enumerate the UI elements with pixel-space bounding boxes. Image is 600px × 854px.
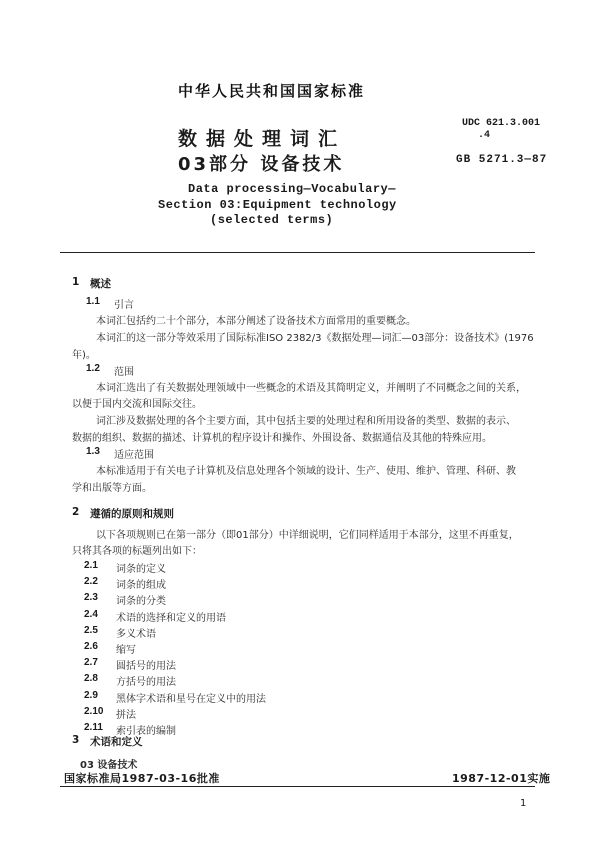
section-1-2-paragraph-2-line2: 数据的组织、数据的描述、计算机的程序设计和操作、外围设备、数据通信及其他的特殊应用。 — [72, 433, 492, 444]
section-1-title: 概述 — [90, 278, 111, 290]
section-1-3-title: 适应范围 — [114, 450, 154, 461]
rule-title: 缩写 — [116, 645, 136, 656]
section-2-paragraph-line2: 只将其各项的标题列出如下： — [72, 546, 202, 557]
section-1-2-paragraph-2-line1: 词汇涉及数据处理的各个主要方面，其中包括主要的处理过程和所用设备的类型、数据的表示、 — [96, 416, 516, 427]
rule-number: 2.9 — [84, 689, 98, 701]
section-1-2-number: 1.2 — [86, 363, 100, 374]
section-1-3-number: 1.3 — [86, 446, 100, 457]
section-1-1-paragraph-1: 本词汇包括约二十个部分，本部分阐述了设备技术方面常用的重要概念。 — [96, 316, 416, 327]
rule-title: 方括号的用法 — [116, 677, 176, 689]
rule-number: 2.1 — [84, 560, 98, 571]
standard-name: 中华人民共和国国家标准 — [178, 82, 366, 100]
rule-title: 术语的选择和定义的用语 — [116, 612, 226, 624]
title-english-line3: (selected terms) — [210, 213, 334, 227]
section-3-title: 术语和定义 — [90, 736, 143, 748]
udc-code: UDC 621.3.001 — [462, 118, 541, 129]
title-english-line1: Data processing—Vocabulary— — [188, 182, 396, 196]
title-chinese-line1: 数据处理词汇 — [178, 128, 347, 150]
section-2-paragraph-line1: 以下各项规则已在第一部分（即01部分）中详细说明，它们同样适用于本部分，这里不再重复， — [96, 530, 519, 541]
section-2-title: 遵循的原则和规则 — [90, 508, 174, 520]
approval-date: 国家标准局1987-03-16批准 — [64, 772, 220, 785]
rule-title: 拼法 — [116, 709, 136, 721]
section-1-3-paragraph-line2: 学和出版等方面。 — [72, 483, 152, 494]
rule-number: 2.8 — [84, 673, 98, 685]
rule-number: 2.6 — [84, 641, 98, 652]
rule-number: 2.10 — [84, 705, 104, 717]
gb-number: GB 5271.3—87 — [456, 154, 548, 166]
section-3-subheading: 03 设备技术 — [80, 760, 138, 771]
section-1-2-paragraph-1-line1: 本词汇选出了有关数据处理领域中一些概念的术语及其简明定义，并阐明了不同概念之间的关系， — [96, 383, 526, 394]
rule-number: 2.5 — [84, 624, 98, 636]
rule-number: 2.3 — [84, 592, 98, 604]
rule-number: 2.2 — [84, 576, 98, 588]
section-1-1-number: 1.1 — [86, 296, 100, 307]
rule-title: 索引表的编制 — [116, 726, 176, 737]
rule-title: 词条的定义 — [116, 564, 166, 575]
udc-code-suffix: .4 — [478, 130, 491, 141]
section-1-2-paragraph-1-line2: 以便于国内交流和国际交往。 — [72, 399, 202, 410]
section-2-number: 2 — [72, 506, 80, 518]
page-number: 1 — [520, 798, 527, 809]
footer-divider — [60, 786, 535, 787]
section-3-number: 3 — [72, 734, 80, 746]
title-chinese-line2: 03部分 设备技术 — [178, 154, 345, 175]
rule-title: 多义术语 — [116, 628, 156, 640]
title-english-line2: Section 03:Equipment technology — [158, 198, 397, 212]
section-1-1-paragraph-2-line2: 年)。 — [72, 350, 96, 361]
header-divider — [60, 252, 535, 253]
rule-number: 2.11 — [84, 722, 103, 733]
rule-title: 词条的分类 — [116, 596, 166, 608]
rule-number: 2.7 — [84, 657, 98, 669]
section-1-number: 1 — [72, 276, 80, 288]
section-1-3-paragraph-line1: 本标准适用于有关电子计算机及信息处理各个领域的设计、生产、使用、维护、管理、科研、教 — [96, 466, 516, 477]
rule-title: 词条的组成 — [116, 580, 166, 592]
section-1-1-title: 引言 — [114, 300, 134, 311]
implementation-date: 1987-12-01实施 — [452, 772, 551, 785]
rule-number: 2.4 — [84, 608, 98, 620]
rule-title: 黑体字术语和星号在定义中的用法 — [116, 693, 266, 705]
rule-title: 圆括号的用法 — [116, 661, 176, 673]
section-1-2-title: 范围 — [114, 367, 134, 378]
section-1-1-paragraph-2-line1: 本词汇的这一部分等效采用了国际标准ISO 2382/3《数据处理—词汇—03部分：设备技术》(1976 — [96, 333, 534, 344]
